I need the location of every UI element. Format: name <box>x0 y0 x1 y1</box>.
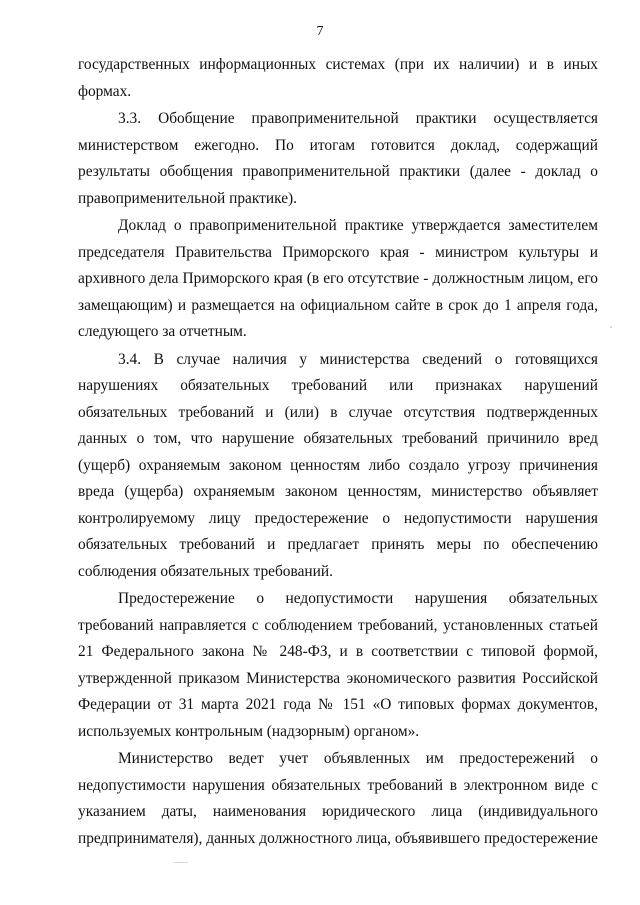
paragraph-warning-sending: Предостережение о недопустимости нарушения обязательных требований направляется с соблюдением требований, установленных статьей 21 Федерального закона № 248-ФЗ, и в соответствии с типовой формой, утвержденной приказом Министерства экономического развития Российской Федерации от 31 марта 2021 года № 151 «О типовых формах документов, используемых контрольным (надзорным) органом». <box>78 590 598 740</box>
paragraph-report-approval: Доклад о правоприменительной практике утверждается заместителем председателя Правительства Приморского края - министром культуры и архивного дела Приморского края (в его отсутствие - должностным лицом, его замещающим) и размещается на официальном сайте в срок до 1 апреля года, следующего за отчетным. <box>78 217 598 340</box>
document-body <box>78 52 598 852</box>
page-number: 7 <box>316 24 324 39</box>
paragraph-continuation: государственных информационных системах (при их наличии) и в иных формах. <box>78 56 598 100</box>
paragraph-warning-registry: Министерство ведет учет объявленных им предостережений о недопустимости нарушения обязательных требований в электронном виде с указанием даты, наименования юридического лица (индивидуального предпринимателя), данных должностного лица, объявившего предостережение <box>78 750 598 847</box>
scan-speck <box>174 862 188 863</box>
paragraph-3-3: 3.3. Обобщение правоприменительной практики осуществляется министерством ежегодно. По итогам готовится доклад, содержащий результаты обобщения правоприменительной практики (далее - доклад о правоприменительной практике). <box>78 110 598 207</box>
paragraph-3-4: 3.4. В случае наличия у министерства сведений о готовящихся нарушениях обязательных требований или признаках нарушений обязательных требований и (или) в случае отсутствия подтвержденных данных о том, что нарушение обязательных требований причинило вред (ущерб) охраняемым законом ценностям либо создало угрозу причинения вреда (ущерба) охраняемым законом ценностям, министерство объявляет контролируемому лицу предостережение о недопустимости нарушения обязательных требований и предлагает принять меры по обеспечению соблюдения обязательных требований. <box>78 350 598 580</box>
scan-speck <box>610 326 612 328</box>
